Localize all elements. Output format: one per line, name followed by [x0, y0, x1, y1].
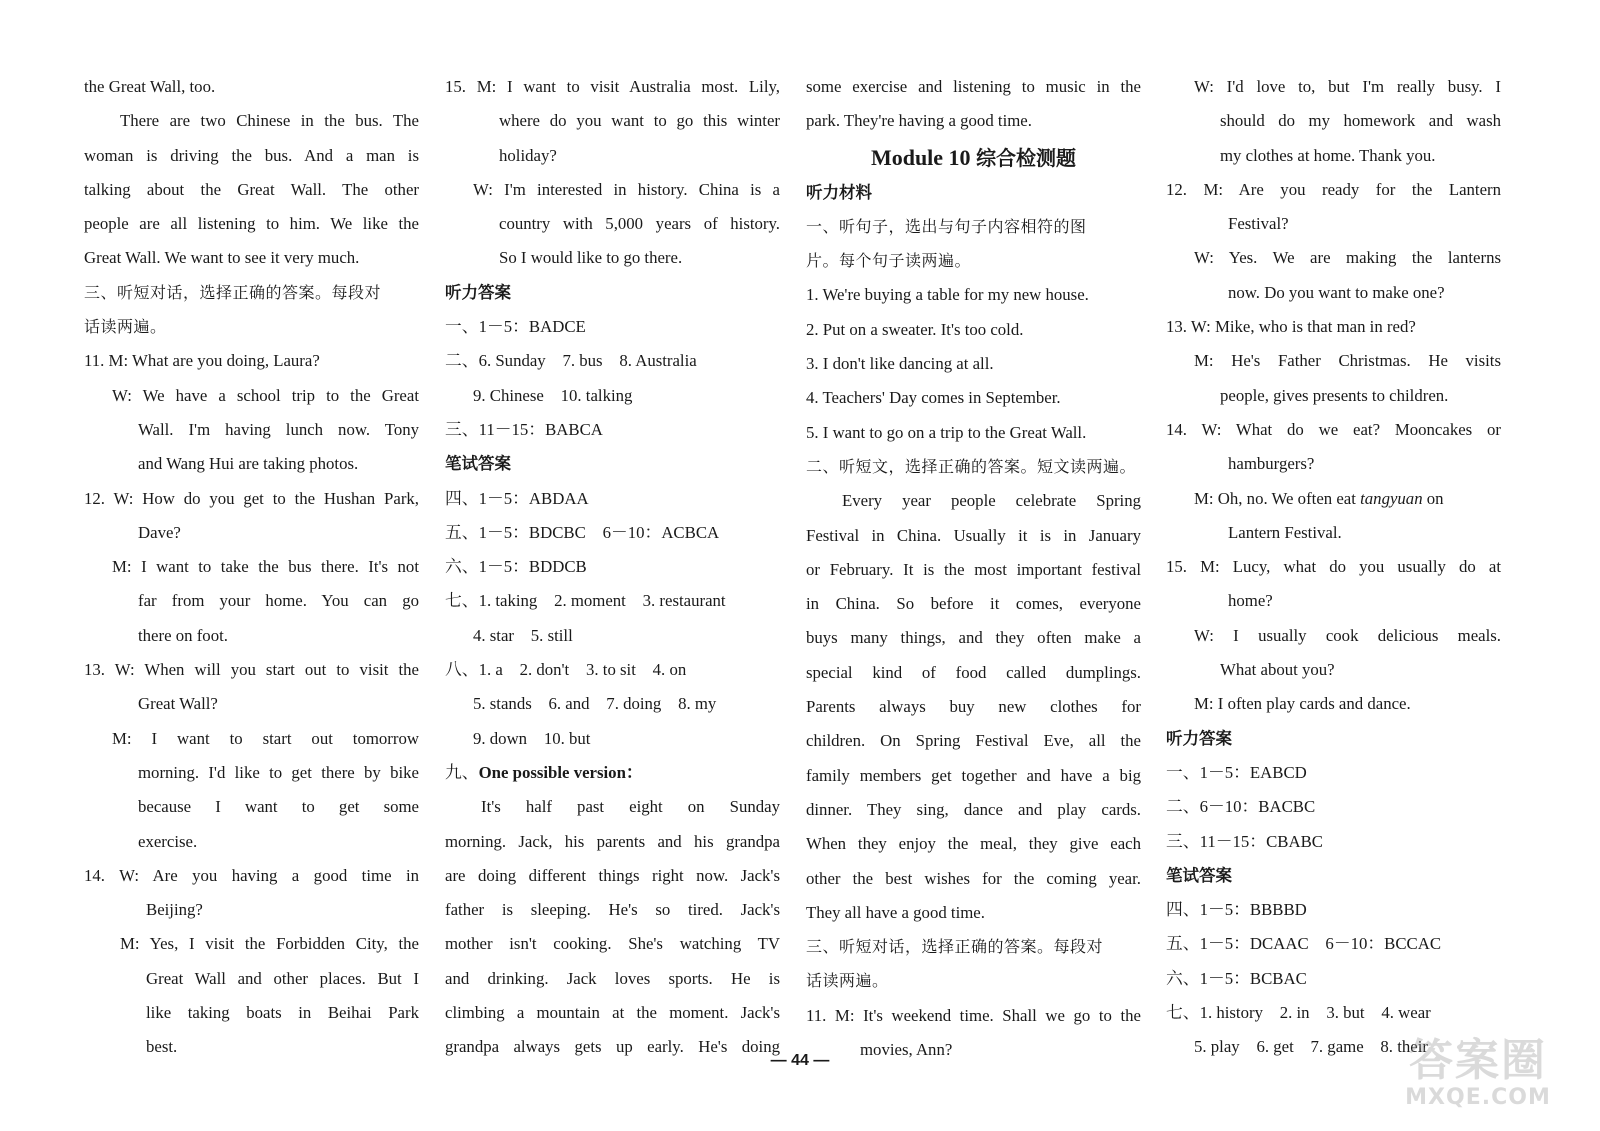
version-label: One possible version： [478, 762, 643, 782]
essay-line: It's half past eight on Sunday [481, 797, 780, 817]
passage-line: in China. So before it comes, everyone [806, 594, 1141, 614]
essay-line: grandpa always gets up early. He's doing [445, 1037, 780, 1057]
section-label: 听力材料 [806, 182, 872, 202]
column-2 [445, 70, 780, 1065]
dialogue-line: 12. W: How do you get to the Hushan Park, [84, 488, 419, 508]
sentence-line: 1. We're buying a table for my new house. [806, 285, 1089, 305]
answer-heading: 笔试答案 [445, 454, 511, 474]
dialogue-line: my clothes at home. Thank you. [1220, 145, 1436, 165]
dialogue-line: because I want to get some [138, 797, 419, 817]
sentence-line: 5. I want to go on a trip to the Great Wall. [806, 422, 1087, 442]
dialogue-line: 11. M: It's weekend time. Shall we go to the [806, 1005, 1141, 1025]
dialogue-line: 11. M: What are you doing, Laura? [84, 351, 320, 371]
passage-line: They all have a good time. [806, 902, 985, 922]
answer-line: 9. Chinese 10. talking [473, 385, 633, 405]
dialogue-line: So I would like to go there. [499, 248, 683, 268]
essay-line: and drinking. Jack loves sports. He is [445, 968, 780, 988]
essay-line: father is sleeping. He's so tired. Jack's [445, 900, 780, 920]
answer-line: 五、1－5：BDCBC 6－10：ACBCA [445, 522, 720, 542]
answer-heading: 笔试答案 [1166, 865, 1232, 885]
dialogue-line: 13. W: Mike, who is that man in red? [1166, 317, 1416, 337]
text-line: There are two Chinese in the bus. The [120, 111, 419, 131]
dialogue-line: W: I'm interested in history. China is a [473, 179, 780, 199]
dialogue-line: far from your home. You can go [138, 591, 419, 611]
essay-line: morning. Jack, his parents and his grandpa [445, 831, 780, 851]
text-line: talking about the Great Wall. The other [84, 179, 419, 199]
passage-line: buys many things, and they often make a [806, 628, 1141, 648]
passage-line: other the best wishes for the coming year. [806, 868, 1141, 888]
passage-line: dinner. They sing, dance and play cards. [806, 799, 1141, 819]
dialogue-line: people, gives presents to children. [1220, 385, 1449, 405]
section-heading: 话读两遍。 [806, 971, 889, 991]
dialogue-line: Lantern Festival. [1228, 522, 1342, 542]
dialogue-line: 14. W: Are you having a good time in [84, 865, 419, 885]
text-line: people are all listening to him. We like the [84, 214, 419, 234]
dialogue-line: M: I want to take the bus there. It's not [112, 557, 419, 577]
dialogue-line: 15. M: Lucy, what do you usually do at [1166, 557, 1501, 577]
module-title [806, 139, 1141, 176]
dialogue-line: M: I want to start out tomorrow [112, 728, 419, 748]
dialogue-line: M: He's Father Christmas. He visits [1194, 351, 1501, 371]
answer-line: 四、1－5：BBBBD [1166, 900, 1307, 920]
column-1 [84, 70, 419, 1065]
dialogue-line: What about you? [1220, 660, 1335, 680]
answer-line: 5. play 6. get 7. game 8. their [1194, 1037, 1428, 1057]
dialogue-line: hamburgers? [1228, 454, 1315, 474]
dialogue-line: now. Do you want to make one? [1228, 282, 1445, 302]
column-3 [806, 70, 1141, 1067]
passage-line: Parents always buy new clothes for [806, 697, 1141, 717]
dialogue-line: there on foot. [138, 625, 228, 645]
dialogue-text: on [1422, 488, 1444, 508]
answer-line: 六、1－5：BCBAC [1166, 968, 1307, 988]
passage-line: Festival in China. Usually it is in January [806, 525, 1141, 545]
dialogue-line: Wall. I'm having lunch now. Tony [138, 419, 419, 439]
answer-line: 二、6. Sunday 7. bus 8. Australia [445, 351, 697, 371]
dialogue-line: Beijing? [146, 900, 203, 920]
dialogue-line: W: We have a school trip to the Great [112, 385, 419, 405]
dialogue-line [1166, 482, 1501, 516]
dialogue-line: country with 5,000 years of history. [499, 214, 780, 234]
watermark-logo-icon: 答案圈 [1409, 1035, 1547, 1086]
passage-line: special kind of food called dumplings. [806, 662, 1141, 682]
essay-line: some exercise and listening to music in the [806, 77, 1141, 96]
dialogue-text: M: Oh, no. We often eat [1194, 488, 1361, 508]
answer-line: 六、1－5：BDDCB [445, 557, 587, 577]
section-heading: 片。每个句子读两遍。 [806, 251, 972, 271]
text-line: Great Wall. We want to see it very much. [84, 248, 360, 268]
answer-line: 七、1. taking 2. moment 3. restaurant [445, 591, 726, 611]
dialogue-line: 12. M: Are you ready for the Lantern [1166, 179, 1501, 199]
dialogue-line: Dave? [138, 522, 181, 542]
dialogue-line: and Wang Hui are taking photos. [138, 454, 359, 474]
answer-line: 五、1－5：DCAAC 6－10：BCCAC [1166, 934, 1442, 954]
dialogue-line: morning. I'd like to get there by bike [138, 762, 419, 782]
dialogue-line: best. [146, 1037, 178, 1057]
section-heading: 三、听短对话，选择正确的答案。每段对 [806, 937, 1104, 957]
section-heading: 二、听短文，选择正确的答案。短文读两遍。 [806, 456, 1137, 476]
answer-heading: 听力答案 [445, 282, 511, 302]
sentence-line: 4. Teachers' Day comes in September. [806, 388, 1061, 408]
answer-line: 三、11－15：BABCA [445, 419, 603, 439]
dialogue-line: 14. W: What do we eat? Mooncakes or [1166, 419, 1501, 439]
answer-line [445, 756, 780, 790]
dialogue-line: Great Wall? [138, 694, 218, 714]
passage-line: children. On Spring Festival Eve, all the [806, 731, 1141, 751]
answer-line: 四、1－5：ABDAA [445, 488, 589, 508]
text-line: the Great Wall, too. [84, 77, 216, 96]
column-4 [1166, 70, 1501, 1065]
dialogue-line: W: I'd love to, but I'm really busy. I [1194, 77, 1501, 96]
watermark-url: MXQE.COM [1405, 1085, 1551, 1110]
answer-line: 5. stands 6. and 7. doing 8. my [473, 694, 717, 714]
sentence-line: 2. Put on a sweater. It's too cold. [806, 319, 1024, 339]
passage-line: or February. It is the most important festival [806, 559, 1141, 579]
answer-heading: 听力答案 [1166, 728, 1232, 748]
passage-line: Every year people celebrate Spring [842, 491, 1141, 511]
dialogue-line: holiday? [499, 145, 557, 165]
answer-line: 4. star 5. still [473, 625, 573, 645]
dialogue-line: M: I often play cards and dance. [1194, 694, 1411, 714]
answer-line: 一、1－5：BADCE [445, 317, 586, 337]
dialogue-line: W: Yes. We are making the lanterns [1194, 248, 1501, 268]
page-number: — 44 — [770, 1052, 830, 1069]
section-heading: 一、听句子，选出与句子内容相符的图 [806, 216, 1087, 236]
answer-line: 七、1. history 2. in 3. but 4. wear [1166, 1003, 1431, 1023]
dialogue-line: Festival? [1228, 214, 1289, 234]
answer-line: 9. down 10. but [473, 728, 591, 748]
essay-line: park. They're having a good time. [806, 111, 1032, 131]
answer-line: 三、11－15：CBABC [1166, 831, 1323, 851]
dialogue-line: M: Yes, I visit the Forbidden City, the [120, 934, 419, 954]
essay-line: are doing different things right now. Jack's [445, 865, 780, 885]
answer-line: 二、6－10：BACBC [1166, 797, 1316, 817]
dialogue-line: should do my homework and wash [1220, 111, 1501, 131]
module-name: Module 10 [870, 144, 971, 170]
text-line: woman is driving the bus. And a man is [84, 145, 419, 165]
dialogue-line: W: I usually cook delicious meals. [1194, 625, 1501, 645]
dialogue-line: 13. W: When will you start out to visit the [84, 660, 419, 680]
essay-line: mother isn't cooking. She's watching TV [445, 934, 780, 954]
dialogue-line: Great Wall and other places. But I [146, 968, 419, 988]
italic-word: tangyuan [1360, 488, 1423, 508]
dialogue-line: exercise. [138, 831, 198, 851]
dialogue-line: home? [1228, 591, 1273, 611]
dialogue-line: like taking boats in Beihai Park [146, 1003, 419, 1023]
watermark [1388, 1037, 1568, 1117]
sentence-line: 3. I don't like dancing at all. [806, 354, 994, 374]
passage-line: When they enjoy the meal, they give each [806, 834, 1141, 854]
dialogue-line: 15. M: I want to visit Australia most. Lily, [445, 77, 780, 96]
passage-line: family members get together and have a big [806, 765, 1141, 785]
section-heading: 话读两遍。 [84, 317, 167, 337]
item-number: 九、 [445, 762, 479, 782]
section-heading: 三、听短对话，选择正确的答案。每段对 [84, 282, 382, 302]
dialogue-line: where do you want to go this winter [499, 111, 780, 131]
answer-line: 一、1－5：EABCD [1166, 762, 1307, 782]
module-subtitle: 综合检测题 [976, 145, 1077, 170]
dialogue-line: movies, Ann? [860, 1040, 953, 1060]
answer-line: 八、1. a 2. don't 3. to sit 4. on [445, 660, 687, 680]
essay-line: climbing a mountain at the moment. Jack's [445, 1003, 780, 1023]
